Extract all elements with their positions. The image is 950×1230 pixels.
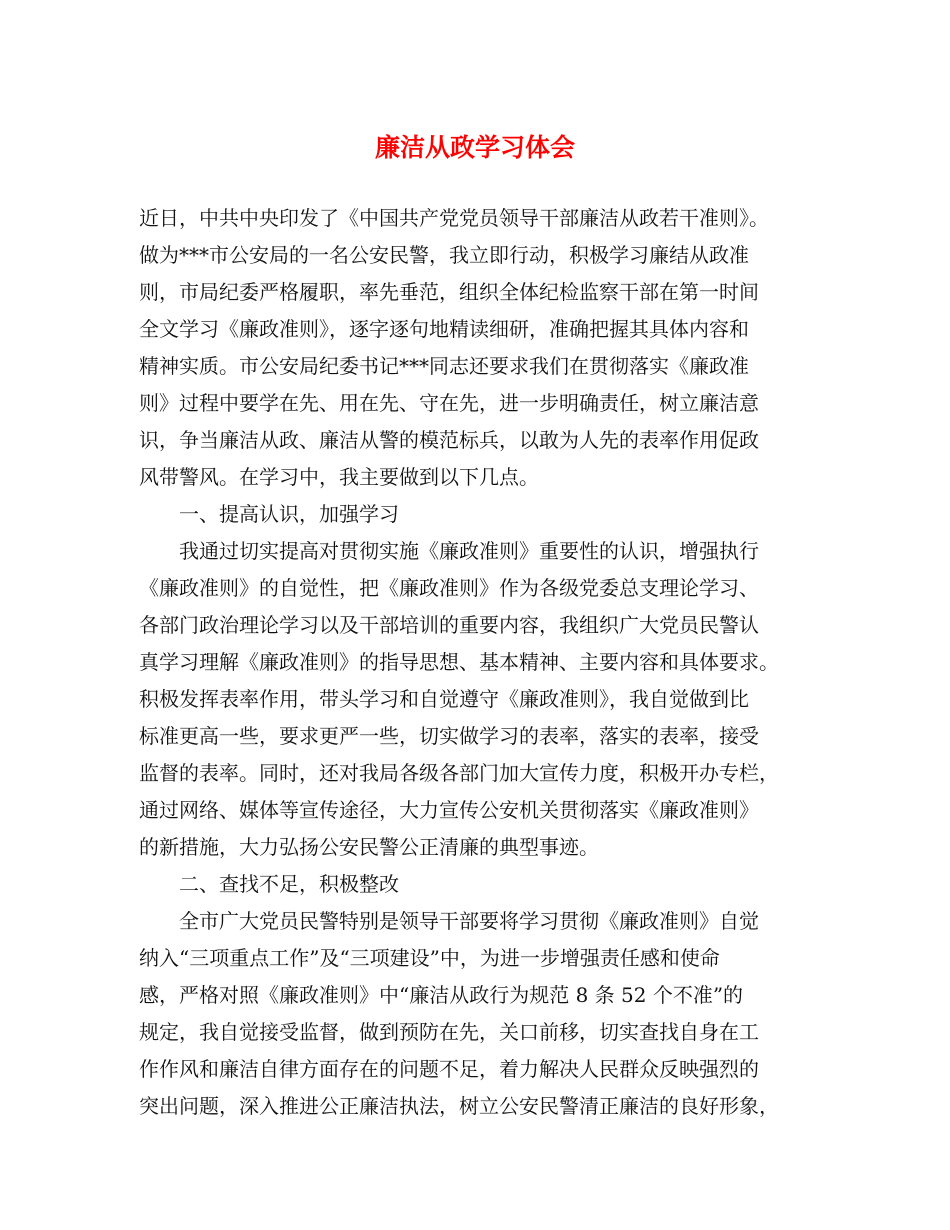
paragraph-line: 近日，中共中央印发了《中国共产党党员领导干部廉洁从政若干准则》。 [139, 206, 769, 230]
paragraph-line: 我通过切实提高对贯彻实施《廉政准则》重要性的认识，增强执行 [139, 539, 759, 563]
paragraph-line: 全文学习《廉政准则》，逐字逐句地精读细研，准确把握其具体内容和 [139, 317, 749, 341]
paragraph-line: 规定，我自觉接受监督，做到预防在先，关口前移，切实查找自身在工 [139, 1020, 759, 1044]
paragraph-line: 二、查找不足，积极整改 [139, 872, 399, 896]
paragraph-line: 《廉政准则》的自觉性，把《廉政准则》作为各级党委总支理论学习、 [139, 576, 759, 600]
paragraph-line: 全市广大党员民警特别是领导干部要将学习贯彻《廉政准则》自觉 [139, 909, 759, 933]
paragraph-line: 突出问题，深入推进公正廉洁执法，树立公安民警清正廉洁的良好形象， [139, 1094, 779, 1118]
paragraph-line: 各部门政治理论学习以及干部培训的重要内容，我组织广大党员民警认 [139, 613, 759, 637]
paragraph-line: 则》过程中要学在先、用在先、守在先，进一步明确责任，树立廉洁意 [139, 391, 759, 415]
paragraph-line: 标准更高一些，要求更严一些，切实做学习的表率，落实的表率，接受 [139, 724, 759, 748]
paragraph-line: 作作风和廉洁自律方面存在的问题不足，着力解决人民群众反映强烈的 [139, 1057, 759, 1081]
document-body [139, 200, 829, 1125]
paragraph-line: 监督的表率。同时，还对我局各级各部门加大宣传力度，积极开办专栏， [139, 761, 779, 785]
paragraph-line: 感，严格对照《廉政准则》中“廉洁从政行为规范 8 条 52 个不准”的 [139, 983, 744, 1007]
paragraph-line: 通过网络、媒体等宣传途径，大力宣传公安机关贯彻落实《廉政准则》 [139, 798, 759, 822]
paragraph-line: 识，争当廉洁从政、廉洁从警的模范标兵，以敢为人先的表率作用促政 [139, 428, 759, 452]
paragraph-line: 风带警风。在学习中，我主要做到以下几点。 [139, 465, 539, 489]
document-title: 廉洁从政学习体会 [374, 133, 575, 162]
paragraph-line: 纳入“三项重点工作”及“三项建设”中，为进一步增强责任感和使命 [139, 946, 720, 970]
paragraph-line: 则，市局纪委严格履职，率先垂范，组织全体纪检监察干部在第一时间 [139, 280, 759, 304]
paragraph-line: 积极发挥表率作用，带头学习和自觉遵守《廉政准则》，我自觉做到比 [139, 687, 749, 711]
paragraph-line: 一、提高认识，加强学习 [139, 502, 399, 526]
paragraph-line: 做为***市公安局的一名公安民警，我立即行动，积极学习廉结从政准 [139, 243, 749, 267]
paragraph-line: 真学习理解《廉政准则》的指导思想、基本精神、主要内容和具体要求。 [139, 650, 779, 674]
paragraph-line: 的新措施，大力弘扬公安民警公正清廉的典型事迹。 [139, 835, 599, 859]
paragraph-line: 精神实质。市公安局纪委书记***同志还要求我们在贯彻落实《廉政准 [139, 354, 749, 378]
